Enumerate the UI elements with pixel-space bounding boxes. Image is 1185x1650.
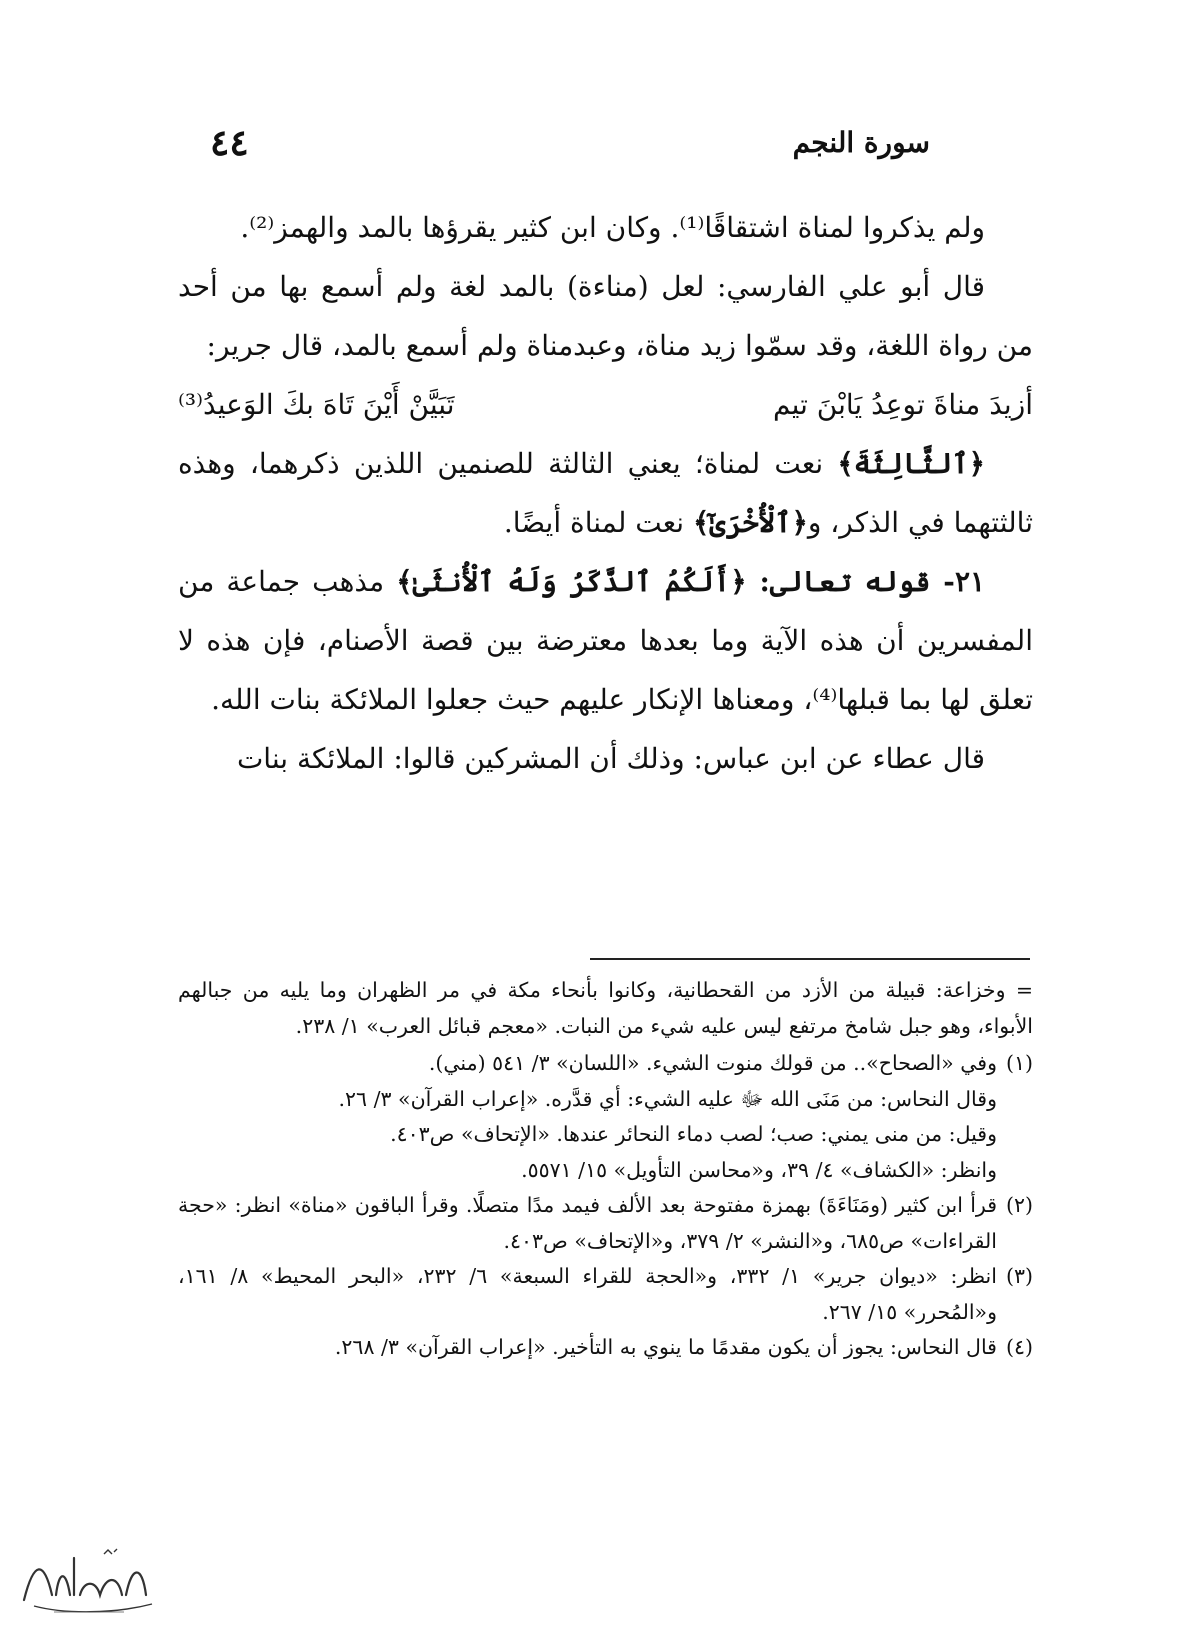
footnote-item <box>178 1330 1033 1366</box>
footnote-line: قال النحاس: يجوز أن يكون مقدمًا ما ينوي به التأخير. «إعراب القرآن» ٣/ ٢٦٨. <box>334 1335 997 1359</box>
footnote-body <box>178 1259 997 1330</box>
footnote-body <box>178 1188 997 1259</box>
paragraph-text: مذهب جماعة من المفسرين أن هذه الآية وما بعدها معترضة بين قصة الأصنام، فإن هذه لا تعلق لها بما قبلها⁽⁴⁾، ومعناها الإنكار عليهم حيث جعلوا الملائكة بنات الله. <box>178 565 1033 716</box>
footnote-line: انظر: «ديوان جرير» ١/ ٣٣٢، و«الحجة للقراء السبعة» ٦/ ٢٣٢، «البحر المحيط» ٨/ ١٦١، و«المُحرر» ١٥/ ٢٦٧. <box>178 1264 997 1324</box>
paragraph-text: نعت لمناة أيضًا. <box>503 506 693 539</box>
page-number: ٤٤ <box>210 122 249 164</box>
verse-second-hemistich: تَبَيَّنْ أَيْنَ تَاهَ بكَ الوَعيدُ⁽³⁾ <box>178 388 455 421</box>
footnote-number: (٢) <box>1005 1193 1033 1217</box>
footnote-number: (١) <box>1005 1051 1033 1075</box>
footnote-line: وقيل: من منى يمني: صب؛ لصب دماء النحائر عندها. «الإتحاف» ص٤٠٣. <box>390 1122 997 1146</box>
page-header <box>210 122 930 172</box>
paragraph-3 <box>178 434 1033 552</box>
footnote-body <box>178 1046 997 1188</box>
footnote-body <box>178 1330 997 1366</box>
quran-quote: ﴿ٱلثَّالِثَةَ﴾ <box>837 447 985 480</box>
paragraph-2: قال أبو علي الفارسي: لعل (مناءة) بالمد لغة ولم أسمع بها من أحد من رواة اللغة، وقد سمّوا زيد مناة، وعبدمناة ولم أسمع بالمد، قال جرير: <box>178 270 1033 362</box>
footnote-number: (٤) <box>1005 1335 1033 1359</box>
paragraph-text: نعت لمناة؛ يعني الثالثة للصنمين اللذين ذكرهما، وهذه ثالثتهما في الذكر، و <box>178 447 1033 539</box>
footnote-line: وانظر: «الكشاف» ٤/ ٣٩، و«محاسن التأويل» ١٥/ ٥٥٧١. <box>521 1157 997 1182</box>
quran-quote: ﴿أَلَكُمُ ٱلذَّكَرُ وَلَهُ ٱلْأُنثَىٰ﴾ <box>396 565 747 598</box>
footnote-line: وقال النحاس: من مَنَى الله ﷻ عليه الشيء: أي قدَّره. «إعراب القرآن» ٣/ ٢٦. <box>338 1086 997 1111</box>
paragraph-4 <box>178 552 1033 729</box>
footnote-continuation: = وخزاعة: قبيلة من الأزد من القحطانية، وكانوا بأنحاء مكة في مر الظهران وما يليه من جبالهم الأبواء، وهو جبل شامخ مرتفع ليس عليه شيء من النبات. «معجم قبائل العرب» ١/ ٢٣٨. <box>178 978 1033 1038</box>
footnote-number: (٣) <box>1005 1264 1033 1288</box>
poetry-verse <box>178 375 1033 434</box>
footnotes <box>178 973 1033 1366</box>
quran-quote: ﴿ٱلْأُخْرَىٰٓ﴾ <box>693 506 808 539</box>
paragraph-5: قال عطاء عن ابن عباس: وذلك أن المشركين قالوا: الملائكة بنات <box>236 742 985 775</box>
footnote-item <box>178 1259 1033 1330</box>
paragraph-1: ولم يذكروا لمناة اشتقاقًا⁽¹⁾. وكان ابن كثير يقرؤها بالمد والهمز⁽²⁾. <box>240 211 985 244</box>
footnote-line: وفي «الصحاح».. من قولك منوت الشيء. «اللسان» ٣/ ٥٤١ (مني). <box>428 1051 997 1075</box>
footnote-item <box>178 1046 1033 1188</box>
main-text <box>178 198 1033 788</box>
verse-first-hemistich: أزيدَ مناةَ توعِدُ يَابْنَ تيم <box>772 388 1033 421</box>
chapter-title: سورة النجم <box>792 126 930 159</box>
footnote-item <box>178 1188 1033 1259</box>
footnote-line: قرأ ابن كثير (ومَنَاءَةَ) بهمزة مفتوحة بعد الألف فيمد مدًا متصلًا. وقرأ الباقون «مناة» انظر: «حجة القراءات» ص٦٨٥، و«النشر» ٢/ ٣٧٩، و«الإتحاف» ص٤٠٣. <box>178 1193 997 1253</box>
footnote-separator <box>590 958 1030 960</box>
watermark-logo <box>14 1540 164 1620</box>
verse-number-lead: ٢١- قوله تعالى: <box>746 565 986 598</box>
